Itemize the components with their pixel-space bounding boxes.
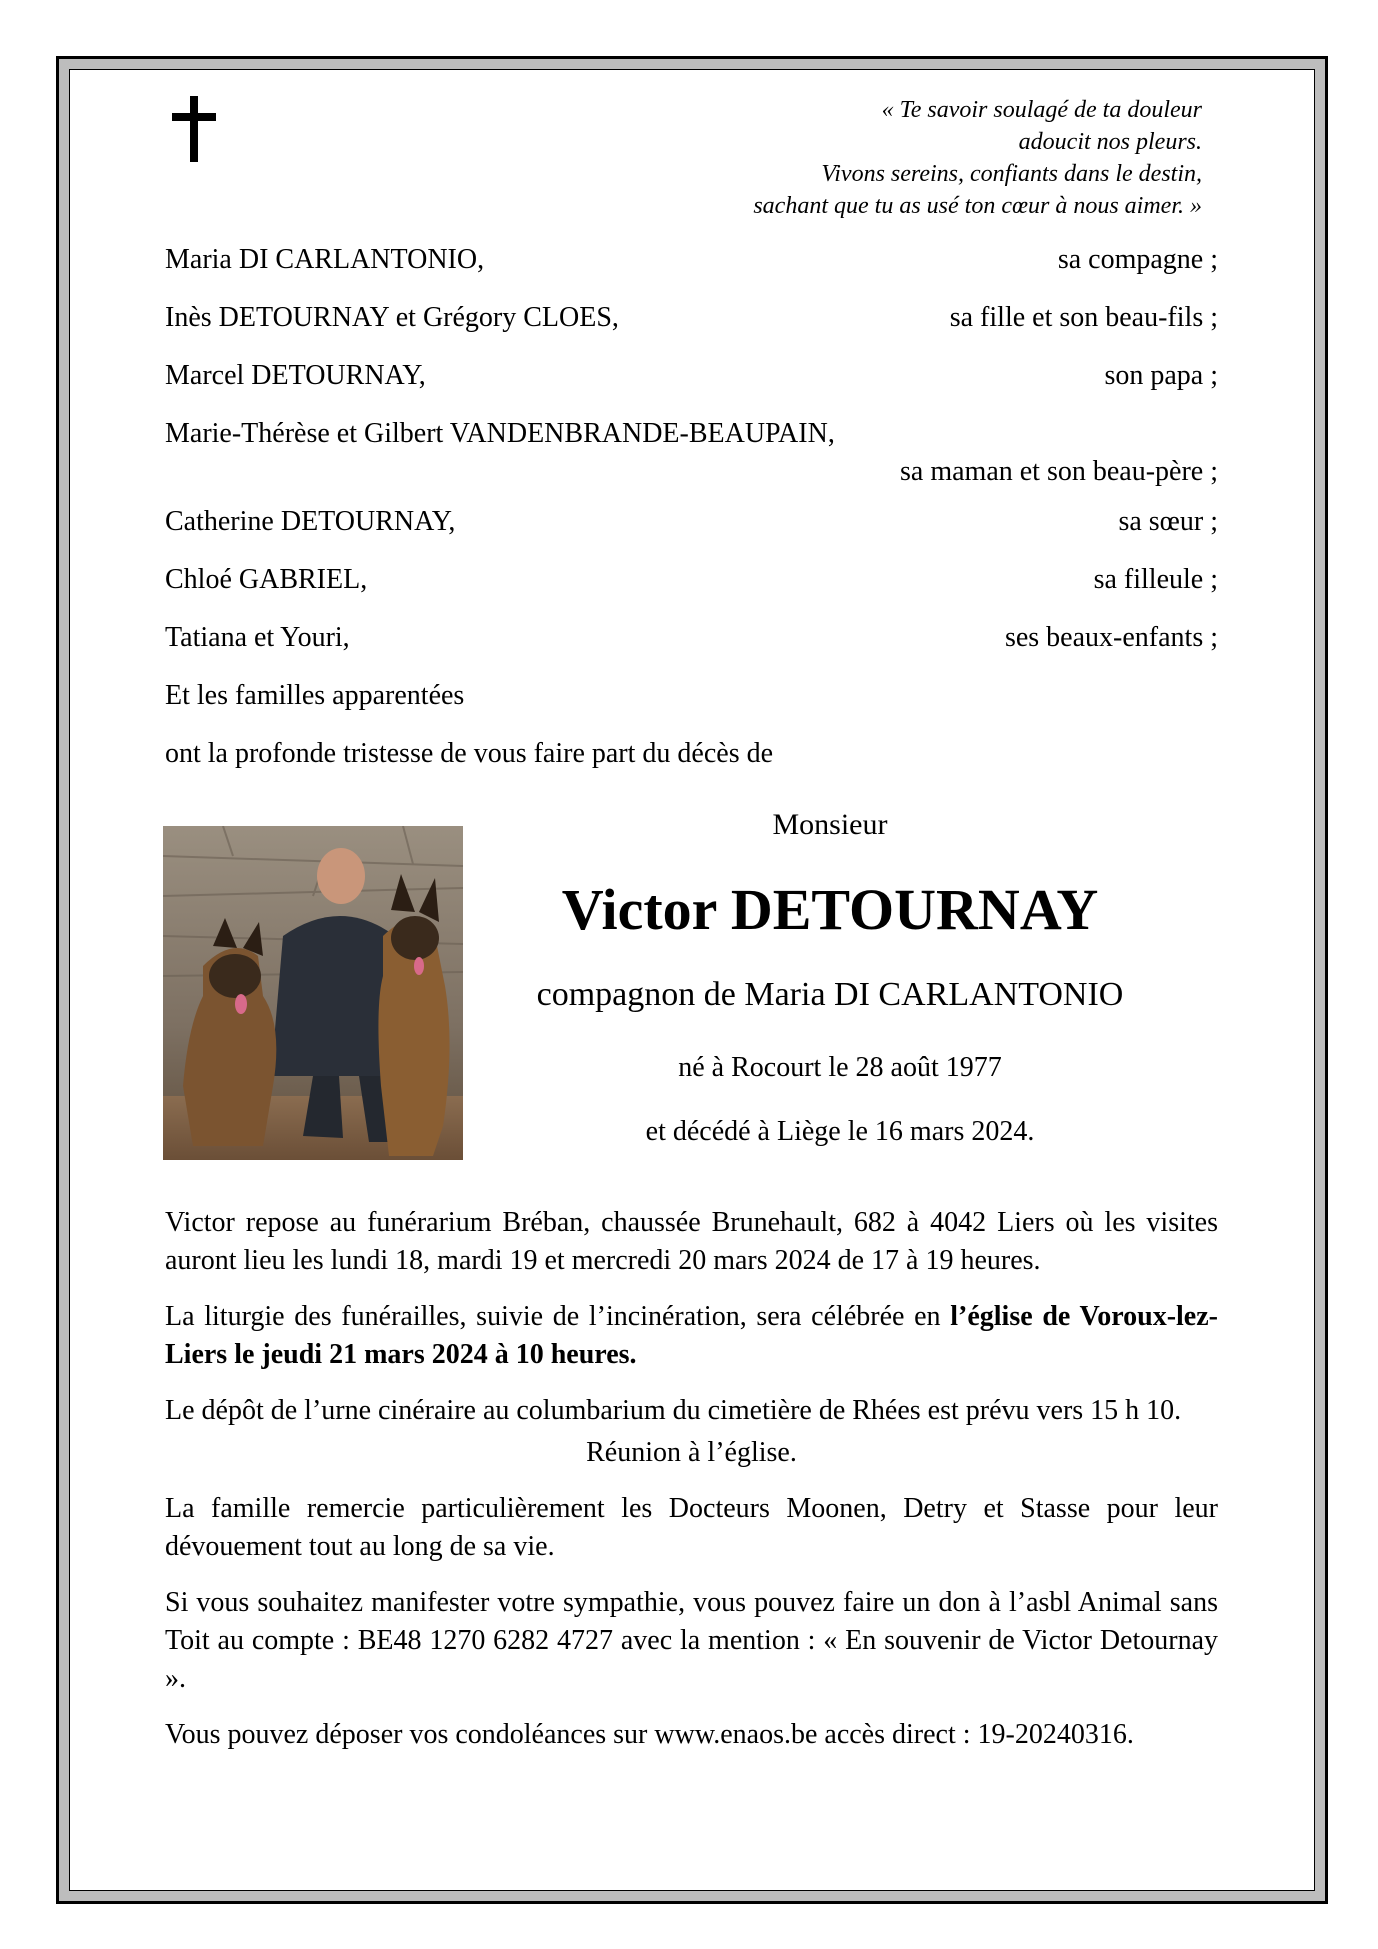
quote-line: sachant que tu as usé ton cœur à nous aimer. »: [753, 193, 1202, 219]
thanks-paragraph: La famille remercie particulièrement les Docteurs Moonen, Detry et Stasse pour leur dévouement tout au long de sa vie.: [165, 1493, 1218, 1562]
portrait-photo: [163, 826, 463, 1160]
relative-relation: ses beaux-enfants ;: [1004, 622, 1218, 653]
quote-line: Vivons sereins, confiants dans le destin,: [821, 161, 1202, 187]
quote-line: adoucit nos pleurs.: [1018, 129, 1202, 155]
relative-name: Catherine DETOURNAY,: [165, 506, 456, 537]
relatives-list: [165, 244, 1218, 796]
donation-paragraph: Si vous souhaitez manifester votre sympathie, vous pouvez faire un don à l’asbl Animal sans Toit au compte : BE48 1270 6282 4727 avec la mention : « En souvenir de Victor Detournay ».: [165, 1587, 1218, 1694]
relative-row: [165, 244, 1218, 302]
relative-relation: sa compagne ;: [1057, 244, 1218, 275]
quote-line: « Te savoir soulagé de ta douleur: [881, 97, 1202, 123]
deceased-death-line: et décédé à Liège le 16 mars 2024.: [645, 1116, 1035, 1147]
liturgy-text: La liturgie des funérailles, suivie de l’incinération, sera célébrée en: [165, 1301, 951, 1332]
cross-icon: [172, 96, 216, 162]
relative-name: Marie-Thérèse et Gilbert VANDENBRANDE-BEAUPAIN,: [165, 418, 835, 449]
relative-row: [165, 622, 1218, 680]
relative-relation: sa fille et son beau-fils ;: [949, 302, 1218, 333]
relative-name: Chloé GABRIEL,: [165, 564, 368, 595]
visits-paragraph: Victor repose au funérarium Bréban, chaussée Brunehault, 682 à 4042 Liers où les visites auront lieu les lundi 18, mardi 19 et mercredi 20 mars 2024 de 17 à 19 heures.: [165, 1207, 1218, 1276]
families-line: Et les familles apparentées: [165, 680, 465, 711]
liturgy-paragraph: [165, 1298, 1218, 1374]
relative-row: [165, 506, 1218, 564]
deceased-birth-line: né à Rocourt le 28 août 1977: [678, 1052, 1002, 1083]
relative-relation: sa filleule ;: [1093, 564, 1218, 595]
reunion-line: Réunion à l’église.: [586, 1437, 797, 1468]
epitaph-quote: [562, 94, 1202, 222]
relative-name: Tatiana et Youri,: [165, 622, 350, 653]
notice-body: [165, 1204, 1218, 1772]
relative-relation: son papa ;: [1104, 360, 1218, 391]
relative-row: [165, 418, 1218, 506]
condolences-paragraph: Vous pouvez déposer vos condoléances sur www.enaos.be accès direct : 19-20240316.: [165, 1719, 1134, 1750]
announcement-line: ont la profonde tristesse de vous faire part du décès de: [165, 738, 774, 769]
deceased-name: Victor DETOURNAY: [561, 877, 1099, 942]
liturgy-emphasis: l’église de Voroux-lez-Liers le jeudi 21 mars 2024 à 10 heures.: [165, 1301, 1218, 1370]
relative-row: [165, 564, 1218, 622]
relative-name: Marcel DETOURNAY,: [165, 360, 426, 391]
deceased-title: Monsieur: [772, 808, 888, 841]
relative-name: Maria DI CARLANTONIO,: [165, 244, 485, 275]
relative-relation: sa maman et son beau-père ;: [900, 456, 1218, 487]
relative-name: Inès DETOURNAY et Grégory CLOES,: [165, 302, 619, 333]
relative-row: [165, 302, 1218, 360]
urn-paragraph: Le dépôt de l’urne cinéraire au columbarium du cimetière de Rhées est prévu vers 15 h 10.: [165, 1395, 1182, 1426]
deceased-partner-line: compagnon de Maria DI CARLANTONIO: [536, 976, 1124, 1013]
relative-row: [165, 360, 1218, 418]
relative-relation: sa sœur ;: [1118, 506, 1218, 537]
